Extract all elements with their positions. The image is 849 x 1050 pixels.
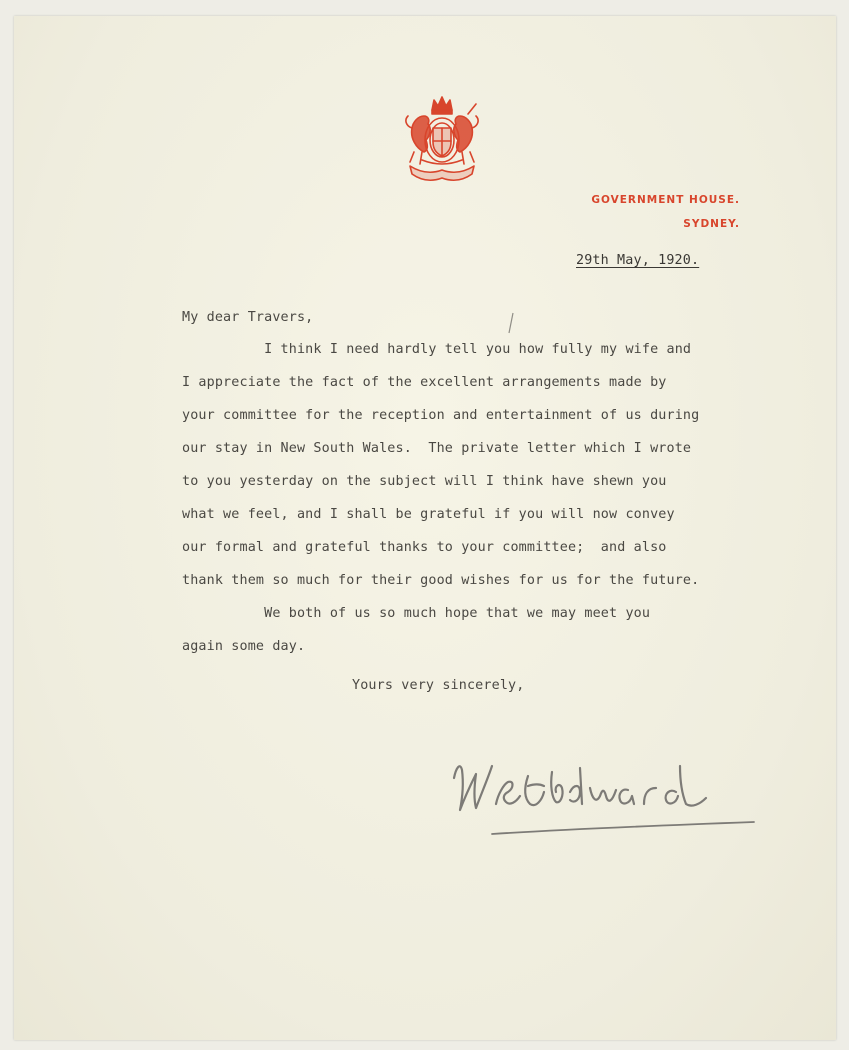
pen-mark	[508, 312, 514, 334]
closing: Yours very sincerely,	[352, 678, 525, 693]
handwritten-signature	[444, 738, 764, 842]
body-line: We both of us so much hope that we may meet you	[182, 606, 651, 621]
letterhead-city: SYDNEY.	[683, 218, 740, 230]
body-line: again some day.	[182, 639, 306, 654]
letter-sheet	[14, 16, 836, 1040]
body-line: our formal and grateful thanks to your committee; and also	[182, 540, 667, 555]
body-line: thank them so much for their good wishes for us for the future.	[182, 573, 700, 588]
body-line: to you yesterday on the subject will I think have shewn you	[182, 474, 667, 489]
body-line: what we feel, and I shall be grateful if you will now convey	[182, 507, 675, 522]
letterhead-title: GOVERNMENT HOUSE.	[591, 194, 740, 206]
salutation: My dear Travers,	[182, 310, 314, 325]
body-line: our stay in New South Wales. The private letter which I wrote	[182, 441, 692, 456]
body-line: your committee for the reception and entertainment of us during	[182, 408, 700, 423]
body-line: I think I need hardly tell you how fully my wife and	[182, 342, 692, 357]
body-line: I appreciate the fact of the excellent arrangements made by	[182, 375, 667, 390]
royal-coat-of-arms-icon	[388, 92, 496, 190]
letter-date: 29th May, 1920.	[576, 253, 700, 268]
